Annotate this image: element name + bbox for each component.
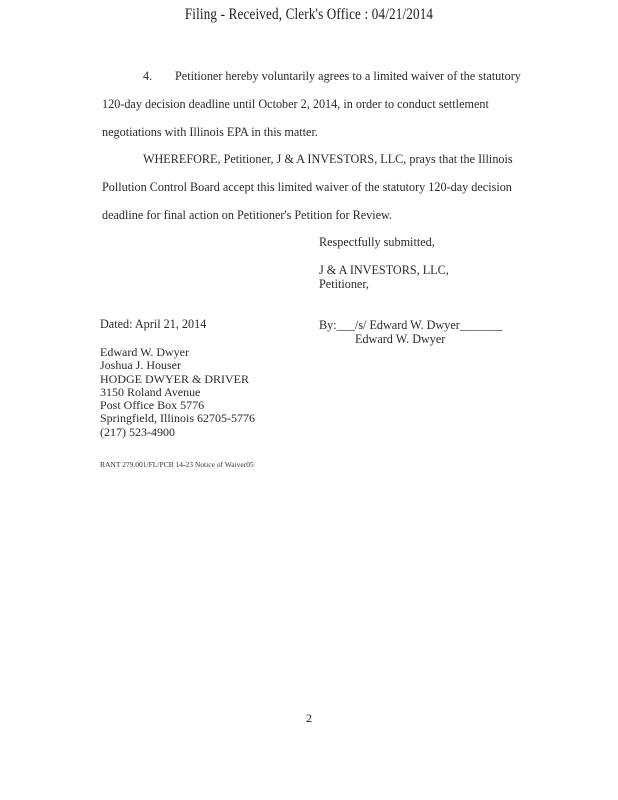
wherefore-line-2: Pollution Control Board accept this limited waiver of the statutory 120-day decision — [102, 180, 512, 194]
wherefore-line-1: WHEREFORE, Petitioner, J & A INVESTORS, LLC, prays that the Illinois — [143, 152, 513, 166]
party-role: Petitioner, — [319, 277, 369, 291]
filing-header: Filing - Received, Clerk's Office : 04/21/2014 — [184, 6, 434, 23]
address-line: Edward W. Dwyer — [100, 345, 189, 359]
wherefore-line-3: deadline for final action on Petitioner's Petition for Review. — [102, 208, 393, 222]
page-number: 2 — [306, 711, 312, 725]
signature-line: By:___/s/ Edward W. Dwyer_______ — [319, 318, 503, 332]
file-reference: RANT 279.001/FL/PCB 14-23 Notice of Waiver05 — [100, 460, 254, 469]
signatory-name: Edward W. Dwyer — [355, 332, 446, 346]
dated-line: Dated: April 21, 2014 — [100, 317, 207, 331]
address-line: Springfield, Illinois 62705-5776 — [100, 411, 255, 426]
paragraph-number: 4. — [143, 69, 153, 83]
attorney-address-block — [100, 346, 255, 439]
address-line: 3150 Roland Avenue — [100, 384, 201, 399]
address-line: Post Office Box 5776 — [100, 398, 205, 413]
paragraph-4-line-1: Petitioner hereby voluntarily agrees to a limited waiver of the statutory — [175, 69, 521, 83]
paragraph-4-line-3: negotiations with Illinois EPA in this matter. — [102, 125, 318, 139]
party-name: J & A INVESTORS, LLC, — [319, 263, 449, 277]
respectfully-submitted: Respectfully submitted, — [319, 235, 435, 249]
paragraph-4-line-2: 120-day decision deadline until October 2, 2014, in order to conduct settlement — [102, 97, 489, 111]
address-line: (217) 523-4900 — [100, 424, 175, 439]
address-line: Joshua J. Houser — [100, 358, 181, 373]
address-line: HODGE DWYER & DRIVER — [100, 371, 249, 386]
